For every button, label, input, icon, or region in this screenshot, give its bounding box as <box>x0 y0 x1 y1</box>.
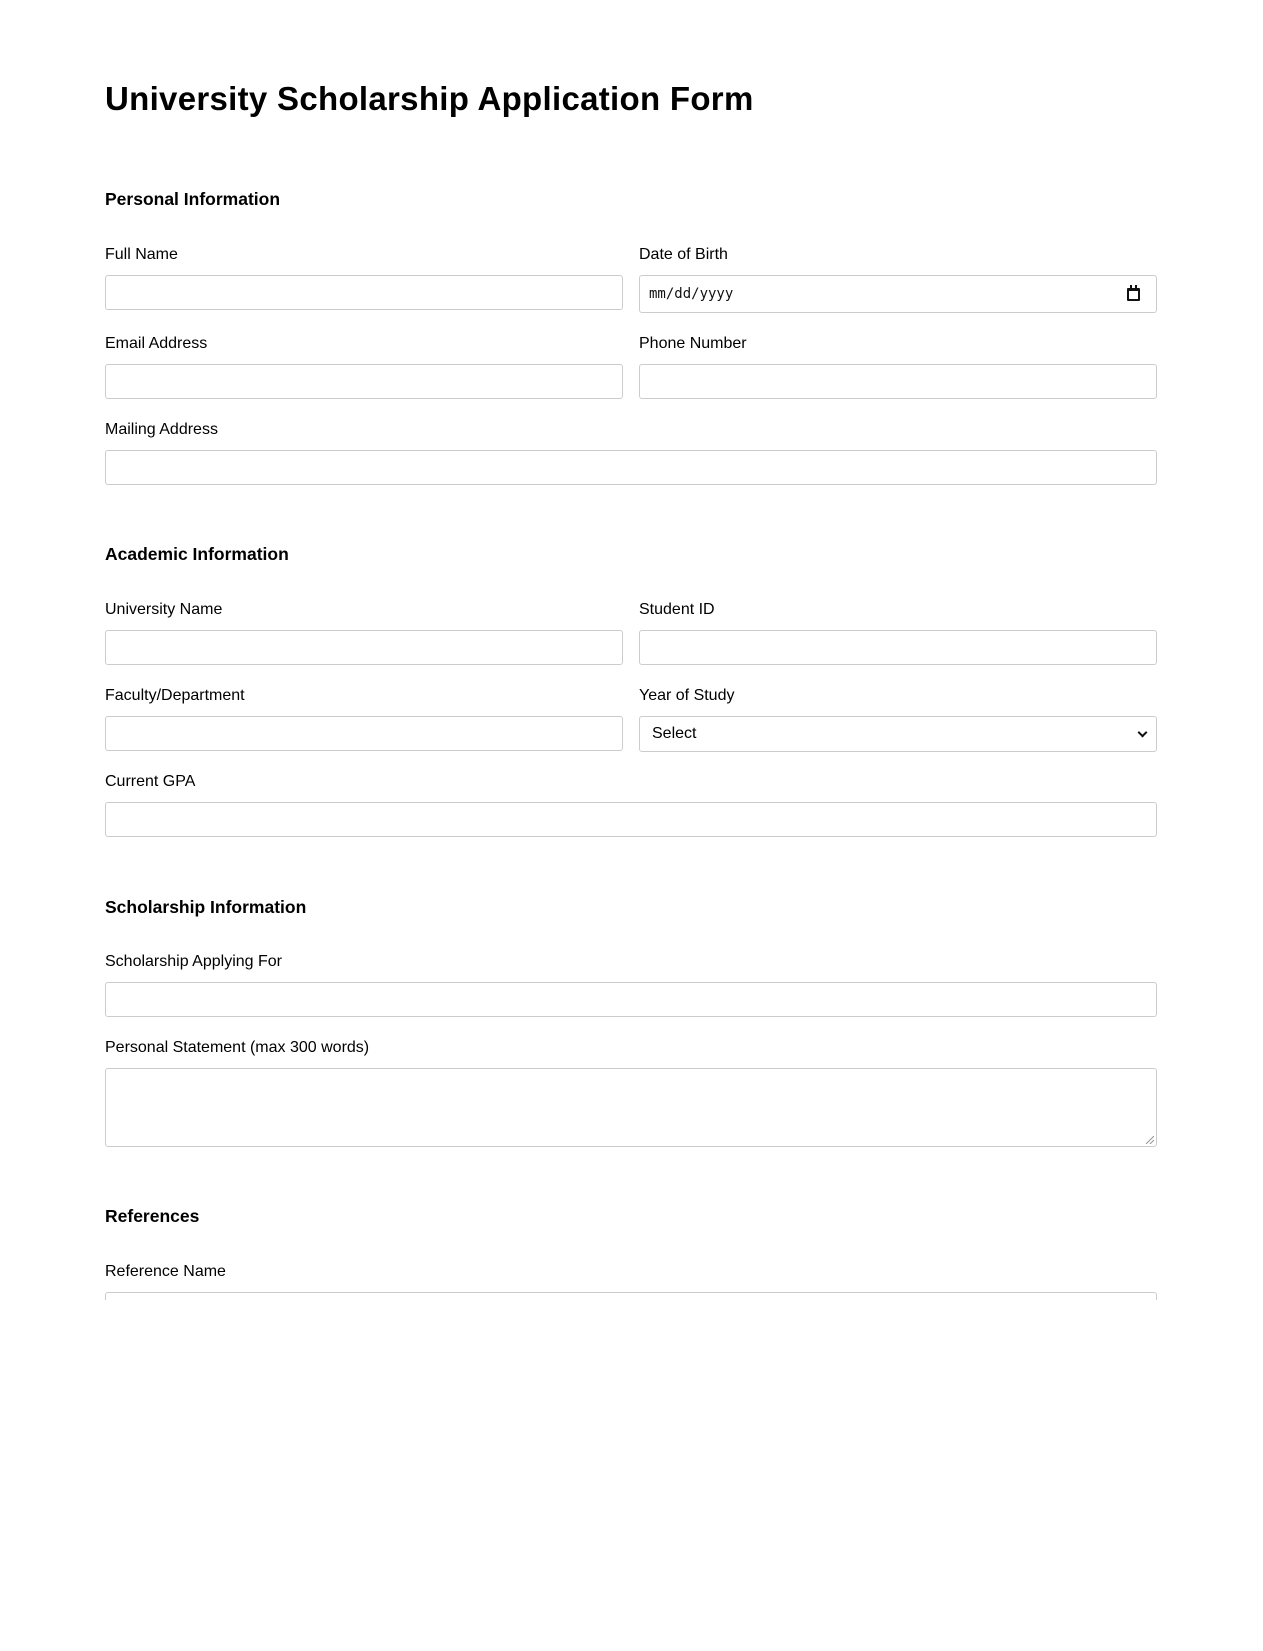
university-name-label: University Name <box>105 601 223 618</box>
scholarship-label: Scholarship Applying For <box>105 953 282 970</box>
year-of-study-value: Select <box>652 725 697 742</box>
mailing-address-label: Mailing Address <box>105 421 218 438</box>
chevron-down-icon <box>1138 728 1148 738</box>
full-name-label: Full Name <box>105 246 178 263</box>
personal-statement-field <box>105 1039 1157 1057</box>
year-of-study-field <box>639 687 1157 742</box>
full-name-input[interactable] <box>105 275 623 310</box>
date-of-birth-field <box>639 246 1157 302</box>
phone-field <box>639 335 1157 353</box>
gpa-label: Current GPA <box>105 773 196 790</box>
email-input[interactable] <box>105 364 623 399</box>
reference-name-label: Reference Name <box>105 1263 226 1280</box>
section-heading-scholarship: Scholarship Information <box>105 897 307 917</box>
resize-handle-icon[interactable] <box>1146 1136 1154 1144</box>
personal-statement-label: Personal Statement (max 300 words) <box>105 1039 370 1056</box>
calendar-icon[interactable] <box>1127 288 1140 301</box>
scholarship-input[interactable] <box>105 982 1157 1017</box>
section-heading-academic: Academic Information <box>105 544 289 564</box>
gpa-input[interactable] <box>105 802 1157 837</box>
full-name-field <box>105 246 623 264</box>
phone-input[interactable] <box>639 364 1157 399</box>
gpa-field <box>105 773 1157 791</box>
year-of-study-select[interactable] <box>639 716 1157 752</box>
date-of-birth-label: Date of Birth <box>639 246 728 263</box>
date-placeholder: mm/dd/yyyy <box>649 286 734 302</box>
reference-name-input[interactable] <box>105 1292 1157 1300</box>
scholarship-field <box>105 953 1157 971</box>
section-heading-references: References <box>105 1206 200 1226</box>
email-field <box>105 335 623 353</box>
university-name-field <box>105 601 623 619</box>
student-id-label: Student ID <box>639 601 715 618</box>
reference-name-field <box>105 1263 1157 1281</box>
phone-label: Phone Number <box>639 335 747 352</box>
student-id-field <box>639 601 1157 619</box>
faculty-field <box>105 687 623 705</box>
faculty-input[interactable] <box>105 716 623 751</box>
university-name-input[interactable] <box>105 630 623 665</box>
date-of-birth-input[interactable] <box>639 275 1157 313</box>
section-heading-personal: Personal Information <box>105 189 281 209</box>
personal-statement-textarea[interactable] <box>105 1068 1157 1147</box>
mailing-address-input[interactable] <box>105 450 1157 485</box>
mailing-address-field <box>105 421 1157 439</box>
page-title: University Scholarship Application Form <box>105 80 754 117</box>
faculty-label: Faculty/Department <box>105 687 245 704</box>
year-of-study-label: Year of Study <box>639 687 735 704</box>
email-label: Email Address <box>105 335 208 352</box>
student-id-input[interactable] <box>639 630 1157 665</box>
